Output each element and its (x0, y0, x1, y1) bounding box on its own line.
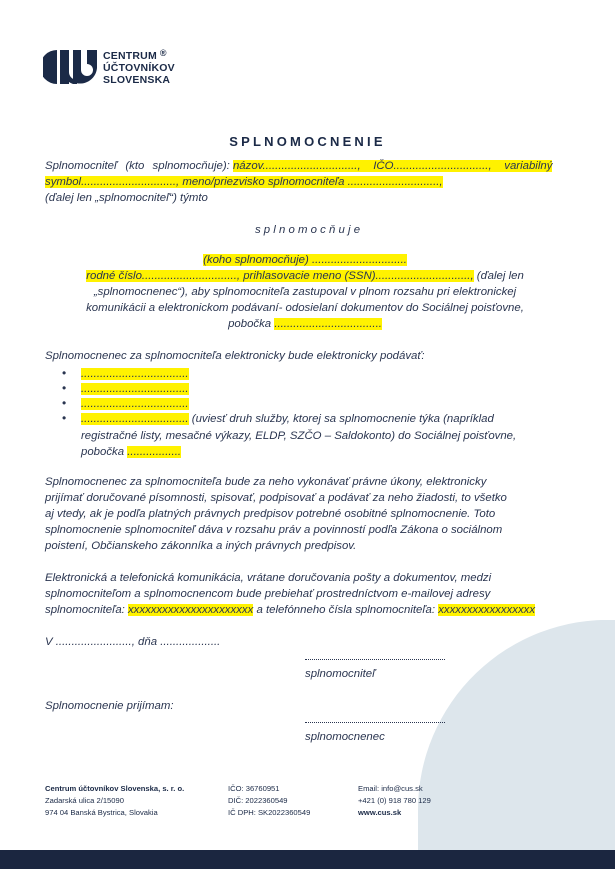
principal-paragraph (45, 158, 553, 206)
services-list (81, 366, 561, 426)
agent-paragraph: (koho splnomocňuje) .............................. rodné číslo.............................., prihlasovacie meno (SSN).............................., (ďalej len „splnomocnenec“), aby splnomocniteľa zastupoval v plnom rozsahu pri elektronickej komunikácii a elektronickom podávaní- odosielaní dokumentov do Sociálnej poisťovne, pobočka .................................. (86, 254, 524, 330)
signature-label-agent: splnomocnenec (305, 731, 385, 743)
agent-name-field: (koho splnomocňuje) .............................. (203, 254, 407, 266)
phone-field: xxxxxxxxxxxxxxxxx (438, 604, 536, 616)
signature-label-principal: splnomocniteľ (305, 668, 376, 680)
bottom-bar (0, 850, 615, 869)
footer-phone: +421 (0) 918 780 129 (358, 796, 431, 805)
list-item: • .................................. (uviesť druh služby, ktorej sa splnomocnenie týka (napríklad (81, 411, 561, 426)
principal-name-field: názov.............................., IČO.............................., variabilný (232, 160, 553, 172)
list-item: • .................................. (81, 381, 561, 396)
background-arc-shape (410, 620, 615, 869)
page-title: SPLNOMOCNENIE (229, 134, 386, 149)
logo-line-1: CENTRUM ® (103, 48, 167, 62)
services-paragraph (45, 348, 565, 364)
services-intro: Splnomocnenec za splnomocniteľa elektronicky bude elektronicky podávať: (45, 350, 425, 362)
authorizes-heading: s p l n o m o c ň u j e (254, 224, 361, 236)
footer-email[interactable]: Email: info@cus.sk (358, 784, 423, 793)
footer-ids: IČO: 36760951 DIČ: 2022360549 IČ DPH: SK2022360549 (228, 784, 311, 817)
footer-company: Centrum účtovníkov Slovenska, s. r. o. Zadarská ulica 2/15090 974 04 Banská Bystrica, Slovakia (45, 784, 185, 817)
services-continuation: registračné listy, mesačné výkazy, ELDP, SZČO – Saldokonto) do Sociálnej poisťovne, pobočka ................. (81, 430, 517, 458)
logo-line-3: SLOVENSKA (103, 74, 171, 86)
logo-mark-icon (43, 48, 99, 86)
place-date-line: V ........................, dňa ................... (45, 636, 221, 648)
services-branch-field: ................. (127, 446, 182, 458)
list-item: • .................................. (81, 396, 561, 411)
principal-label: Splnomocniteľ (kto splnomocňuje): (45, 160, 230, 172)
acceptance-label: Splnomocnenie prijímam: (45, 700, 174, 712)
communication-paragraph: Elektronická a telefonická komunikácia, vrátane doručovania pošty a dokumentov, medzi splnomocniteľom a splnomocnencom bude prebiehať prostredníctvom e-mailovej adresy splnomocniteľa: xxxxxxxxxxxxxxxxxxxxxx a telefónneho čísla splnomocniteľa: xxxxxxxxxxxxxxxxx (45, 572, 536, 616)
footer-website[interactable]: www.cus.sk (358, 808, 402, 817)
agent-id-field: rodné číslo.............................., prihlasovacie meno (SSN).............................., (86, 270, 474, 282)
principal-note: (ďalej len „splnomocniteľ“) týmto (45, 192, 208, 204)
email-field: xxxxxxxxxxxxxxxxxxxxxx (127, 604, 254, 616)
scope-paragraph: Splnomocnenec za splnomocniteľa bude za neho vykonávať právne úkony, elektronicky prijímať doručované písomnosti, spisovať, podpisovať a podávať za neho žiadosti, to všetko aj vtedy, ak je podľa platných právnych predpisov potrebné osobitné splnomocnenie. Toto splnomocnenie splnomocniteľ dáva v rozsahu práv a povinností podľa Zákona o sociálnom poistení, Občianskeho zákonníka a iných právnych predpisov. (45, 476, 507, 552)
list-item: • .................................. (81, 366, 561, 381)
footer-contact (358, 783, 431, 819)
agent-branch-field: .................................. (274, 318, 382, 330)
logo (43, 48, 203, 88)
signature-line-principal (305, 659, 445, 660)
principal-symbol-field: symbol.............................., meno/priezvisko splnomocniteľa ............................., (45, 176, 443, 188)
logo-line-2: ÚČTOVNÍKOV (103, 62, 175, 74)
signature-line-agent (305, 722, 445, 723)
